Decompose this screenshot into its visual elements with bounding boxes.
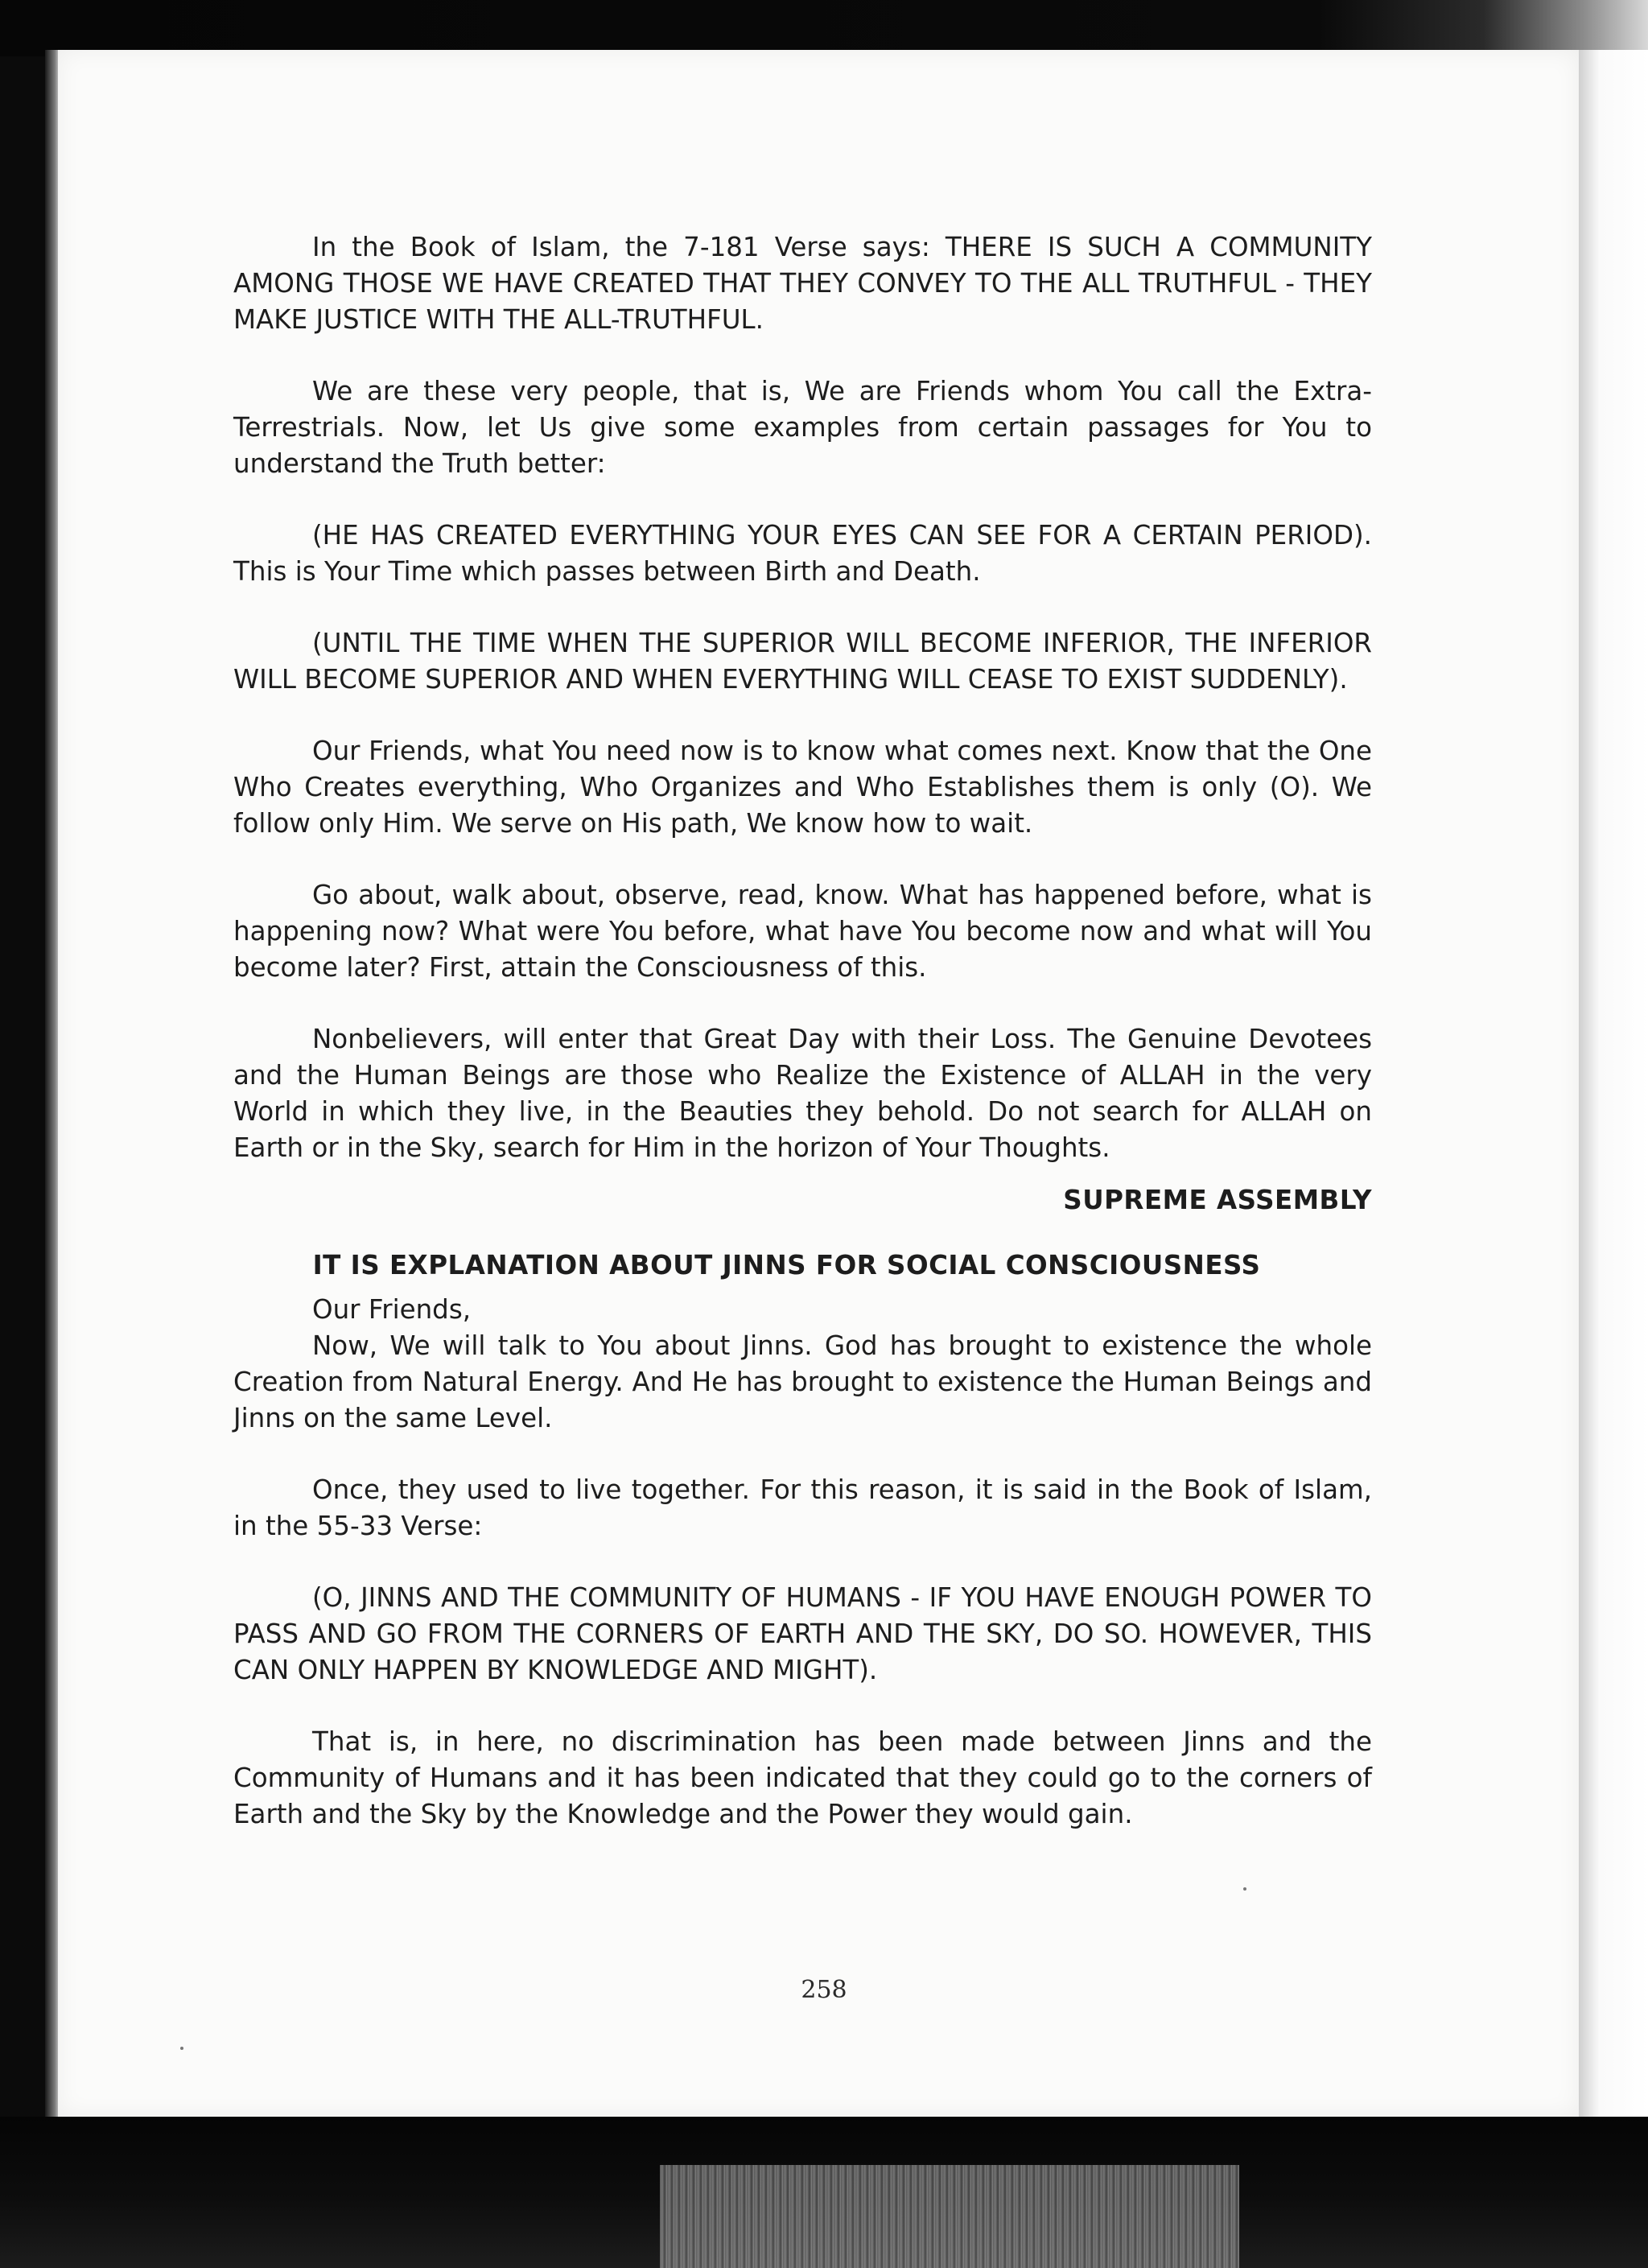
paragraph: Go about, walk about, observe, read, know. What has happened before, what is happening now? What were You before, what have You become now and what will You become later? First, attain the Consciousness of this. — [233, 880, 1372, 983]
paragraph: (UNTIL THE TIME WHEN THE SUPERIOR WILL BECOME INFERIOR, THE INFERIOR WILL BECOME SUPERIOR AND WHEN EVERYTHING WILL CEASE TO EXIST SUDDENLY). — [233, 628, 1372, 695]
paragraph: (O, JINNS AND THE COMMUNITY OF HUMANS - IF YOU HAVE ENOUGH POWER TO PASS AND GO FROM THE CORNERS OF EARTH AND THE SKY, DO SO. HOWEVER, THIS CAN ONLY HAPPEN BY KNOWLEDGE AND MIGHT). — [233, 1582, 1372, 1685]
page-number: 258 — [801, 1976, 847, 2004]
paragraph: (HE HAS CREATED EVERYTHING YOUR EYES CAN SEE FOR A CERTAIN PERIOD). This is Your Time which passes between Birth and Death. — [233, 520, 1372, 587]
dust-speck — [1243, 1887, 1246, 1891]
paragraph: We are these very people, that is, We are Friends whom You call the Extra-Terrestrials. Now, let Us give some examples from certain passages for You to understand the Truth better: — [233, 376, 1372, 479]
paragraph: Now, We will talk to You about Jinns. God has brought to existence the whole Creation from Natural Energy. And He has brought to existence the Human Beings and Jinns on the same Level. — [233, 1330, 1372, 1433]
paragraph: Nonbelievers, will enter that Great Day with their Loss. The Genuine Devotees and the Human Beings are those who Realize the Existence of ALLAH in the very World in which they live, in the Beauties they behold. Do not search for ALLAH on Earth or in the Sky, search for Him in the horizon of Your Thoughts. — [233, 1024, 1372, 1163]
paragraph: That is, in here, no discrimination has been made between Jinns and the Community of Humans and it has been indicated that they could go to the corners of Earth and the Sky by the Knowledge and the Power they would gain. — [233, 1726, 1372, 1829]
paragraph: Once, they used to live together. For this reason, it is said in the Book of Islam, in the 55-33 Verse: — [233, 1474, 1372, 1541]
paragraph: In the Book of Islam, the 7-181 Verse says: THERE IS SUCH A COMMUNITY AMONG THOSE WE HAVE CREATED THAT THEY CONVEY TO THE ALL TRUTHFUL - THEY MAKE JUSTICE WITH THE ALL-TRUTHFUL. — [233, 232, 1372, 335]
scan-top-border — [0, 0, 1648, 56]
page-body — [233, 229, 1372, 1868]
dust-speck — [180, 2047, 183, 2050]
salutation: Our Friends, — [312, 1294, 472, 1325]
paper-right-margin — [1579, 50, 1648, 2117]
section-title: IT IS EXPLANATION ABOUT JINNS FOR SOCIAL CONSCIOUSNESS — [312, 1250, 1261, 1280]
paragraph: Our Friends, what You need now is to know what comes next. Know that the One Who Creates everything, Who Organizes and Who Establishes them is only (O). We follow only Him. We serve on His path, We know how to wait. — [233, 736, 1372, 839]
scan-artifact — [660, 2165, 1239, 2268]
signature: SUPREME ASSEMBLY — [1063, 1185, 1372, 1215]
